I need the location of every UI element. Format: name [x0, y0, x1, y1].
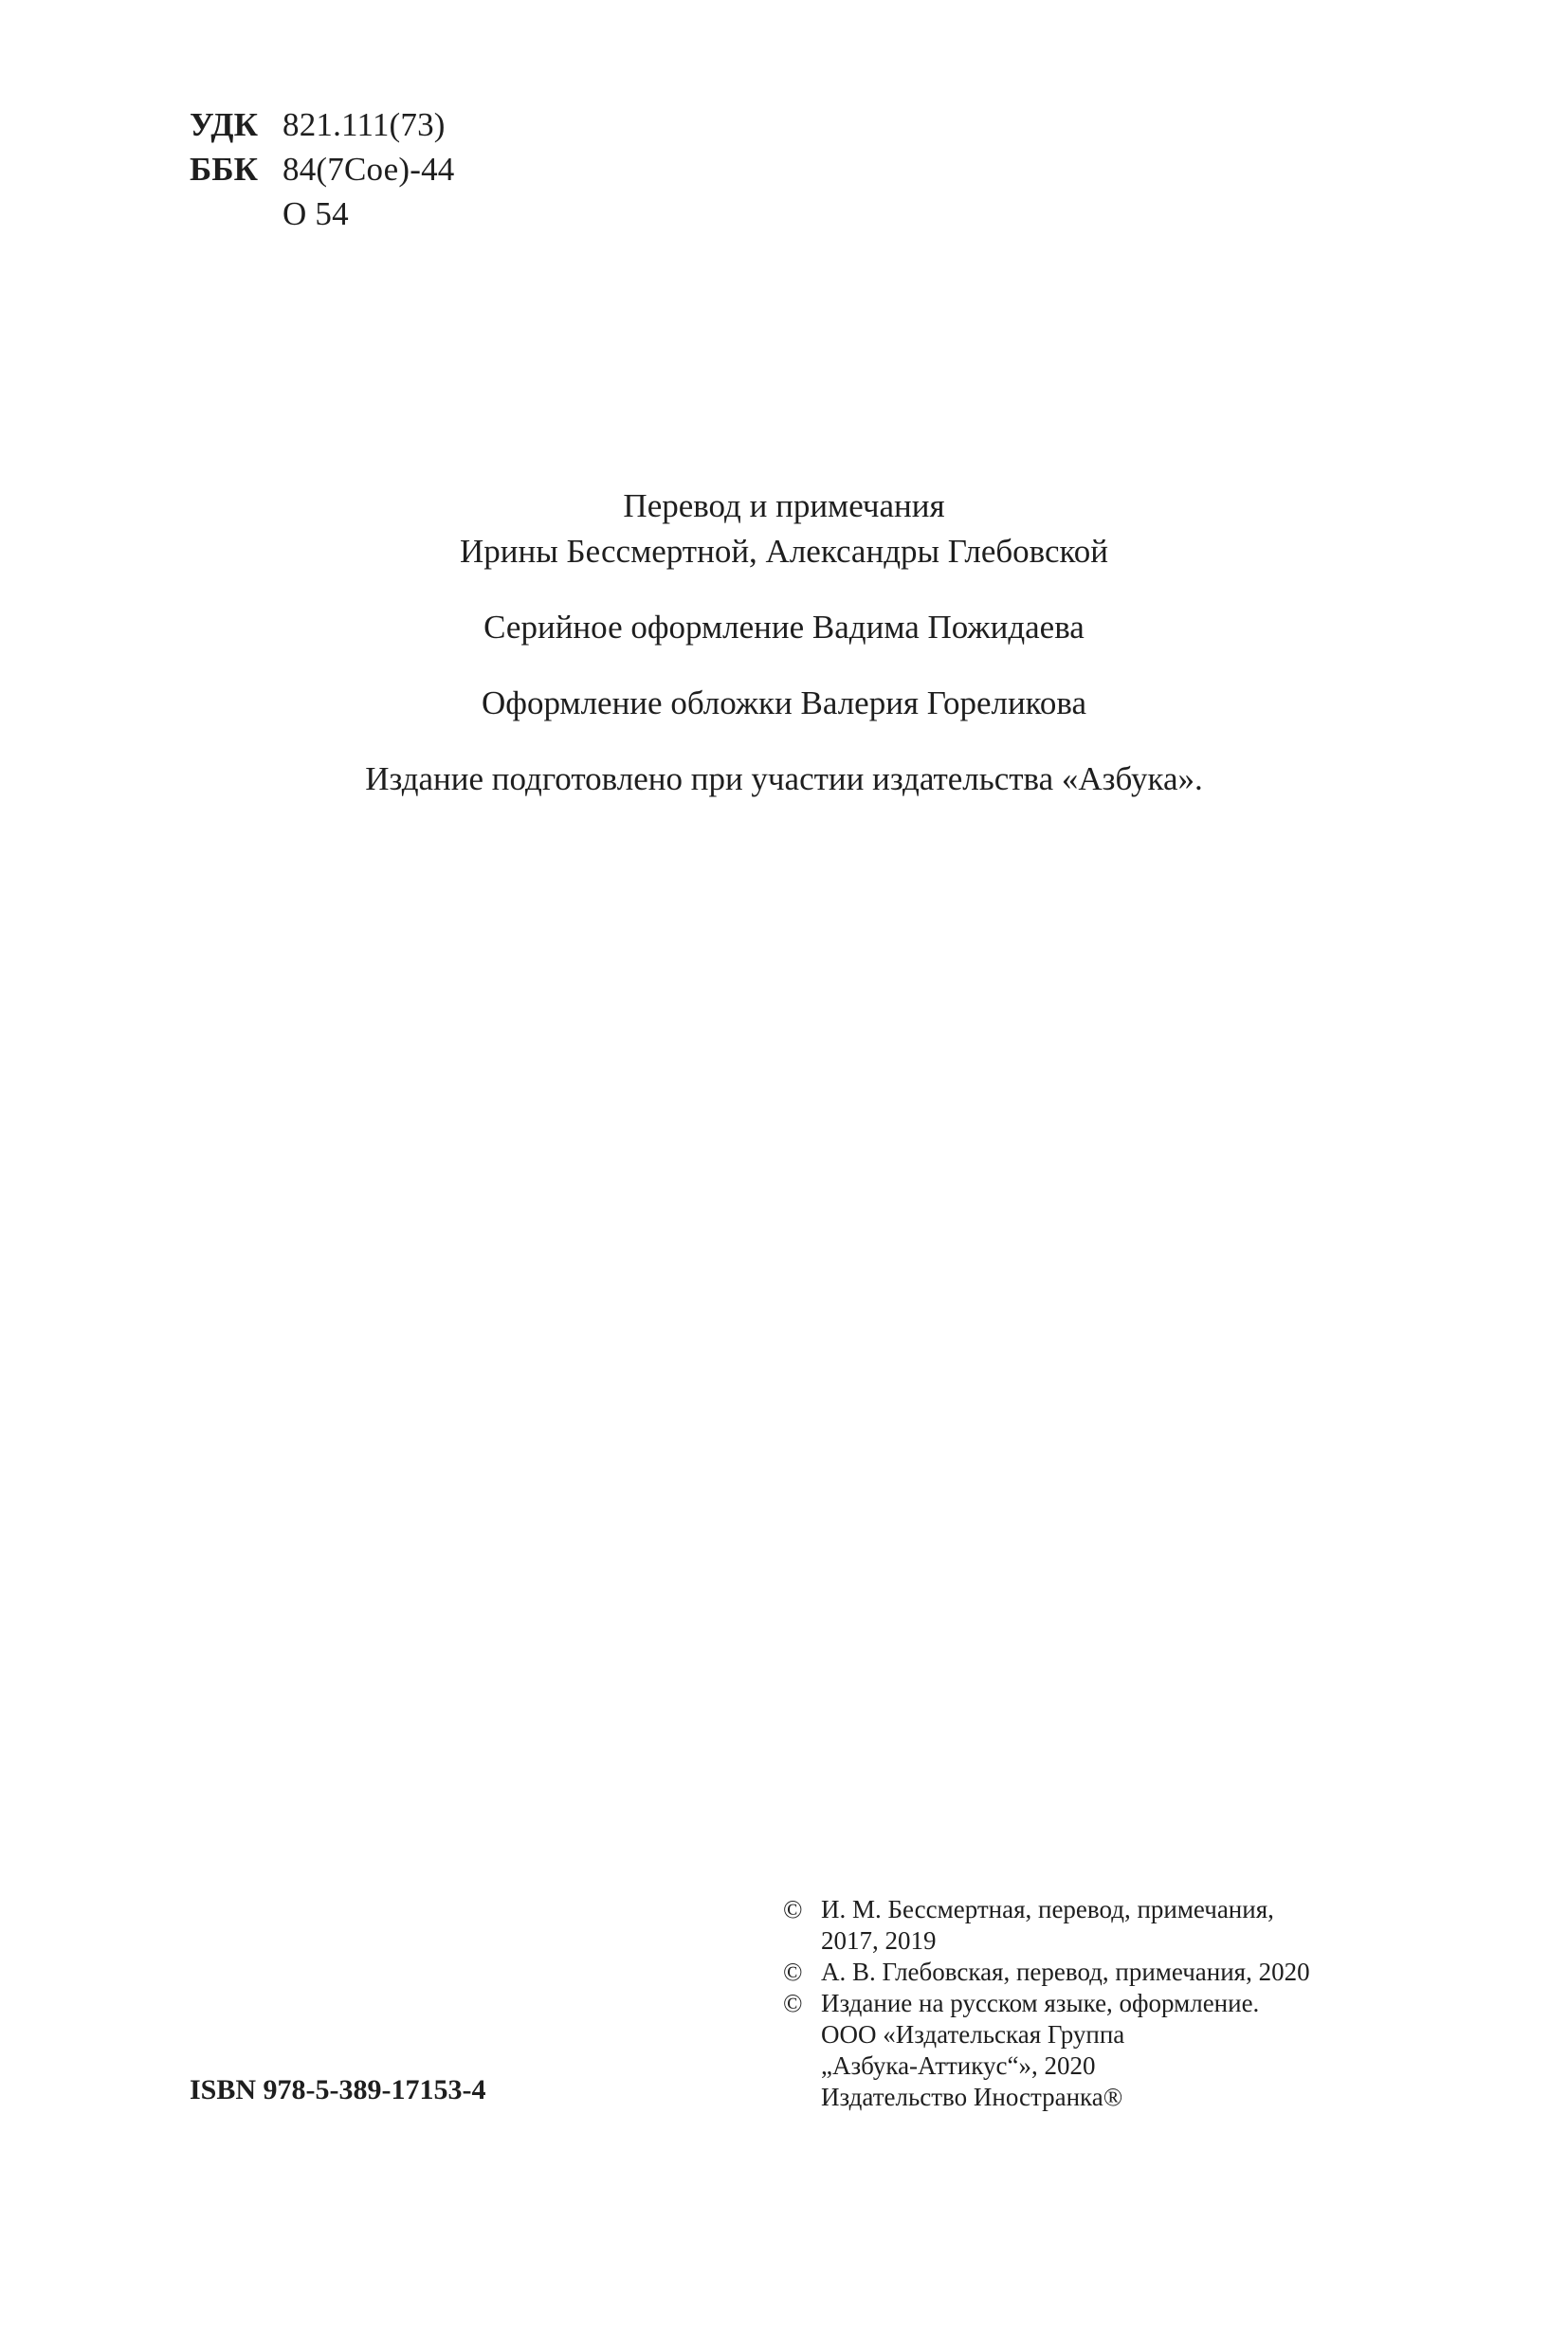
copyright-line: Издание на русском языке, оформление.	[821, 1989, 1260, 2017]
udk-row	[190, 102, 454, 147]
translation-credit-line2: Ирины Бессмертной, Александры Глебовской	[460, 533, 1108, 570]
copyright-line: „Азбука-Аттикус“», 2020	[821, 2051, 1096, 2080]
bbk-row	[190, 147, 454, 191]
translation-credit-line1: Перевод и примечания	[623, 487, 945, 524]
copyright-sign: ©	[783, 1958, 803, 1986]
copyright-block	[783, 1894, 1428, 2113]
copyright-line: И. М. Бессмертная, перевод, примечания,	[821, 1895, 1274, 1923]
publisher-note: Издание подготовлено при участии издательства «Азбука».	[365, 760, 1203, 797]
author-mark: О 54	[283, 195, 349, 232]
bbk-value: 84(7Сое)-44	[283, 151, 455, 188]
credits-block	[0, 483, 1568, 802]
isbn: ISBN 978-5-389-17153-4	[190, 2074, 486, 2105]
cover-design-credit: Оформление обложки Валерия Гореликова	[482, 684, 1086, 721]
author-mark-row	[190, 191, 454, 236]
copyright-line: 2017, 2019	[821, 1926, 937, 1955]
series-design-credit: Серийное оформление Вадима Пожидаева	[483, 609, 1085, 646]
classification-block	[190, 102, 454, 236]
copyright-sign: ©	[783, 1895, 803, 1923]
udk-label: УДК	[190, 106, 259, 143]
bbk-label: ББК	[190, 151, 259, 188]
copyright-item-translator-2	[783, 1957, 1428, 1988]
copyright-item-translator-1	[783, 1894, 1428, 1957]
udk-value: 821.111(73)	[283, 106, 446, 143]
copyright-line: А. В. Глебовская, перевод, примечания, 2020	[821, 1958, 1310, 1986]
copyright-item-publisher	[783, 1988, 1428, 2113]
copyright-sign: ©	[783, 1989, 803, 2017]
copyright-line: Издательство Иностранка®	[821, 2083, 1123, 2111]
copyright-line: ООО «Издательская Группа	[821, 2020, 1125, 2049]
